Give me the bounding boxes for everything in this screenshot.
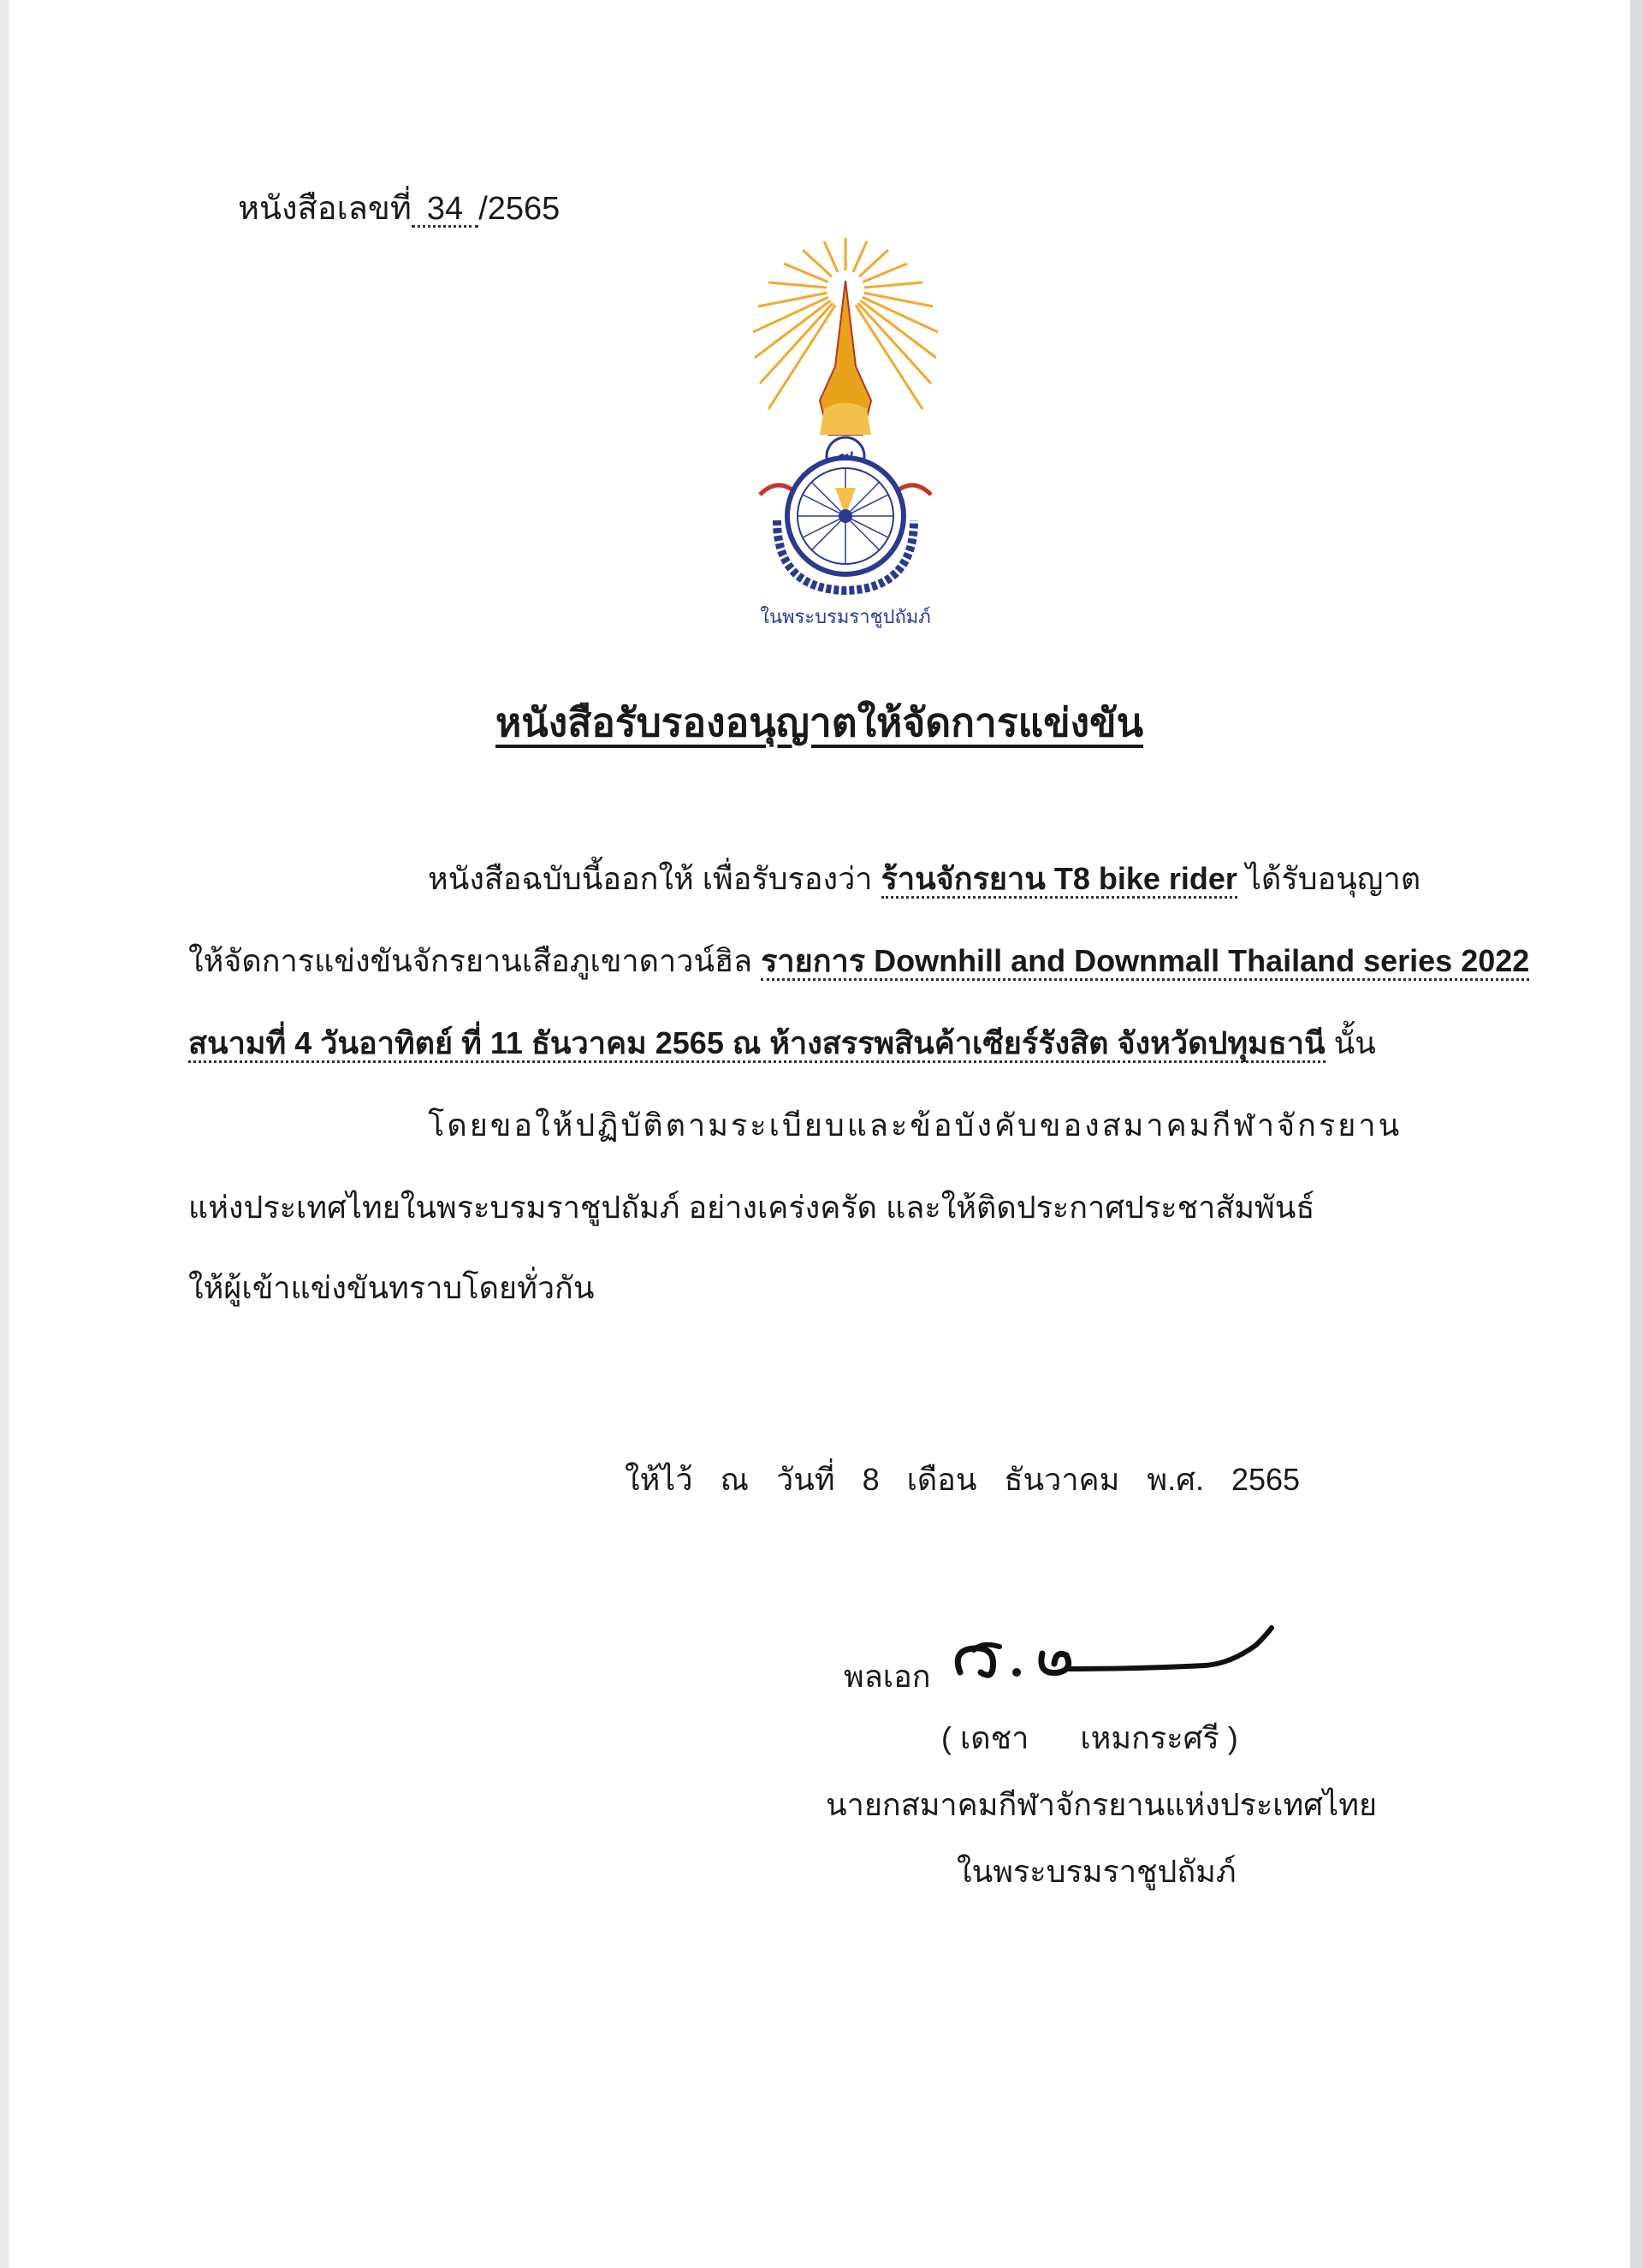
signer-position-patronage: ในพระบรมราชูปถัมภ์ xyxy=(957,1854,1237,1889)
body-line-2 xyxy=(188,936,1530,985)
event-name: รายการ Downhill and Downmall Thailand series 2022 xyxy=(761,943,1529,981)
document-number-value: 34 xyxy=(412,193,478,228)
svg-text:ในพระบรมราชูปถัมภ์: ในพระบรมราชูปถัมภ์ xyxy=(760,607,931,628)
body-line-1 xyxy=(428,854,1643,903)
body-line-1-end: ได้รับอนุญาต xyxy=(1237,861,1421,896)
signer-position: นายกสมาคมกีฬาจักรยานแห่งประเทศไทย xyxy=(826,1787,1378,1822)
body-line-4: โดยขอให้ปฏิบัติตามระเบียบและข้อบังคับของสมาคมกีฬาจักรยาน xyxy=(428,1107,1403,1143)
association-logo-icon xyxy=(743,238,948,632)
signer-name: ( เดชา เหมกระศรี ) xyxy=(941,1720,1238,1755)
document-number-year: /2565 xyxy=(478,191,561,227)
venue-date: สนามที่ 4 วันอาทิตย์ ที่ 11 ธันวาคม 2565 ณ ห้างสรรพสินค้าเซียร์รังสิต จังหวัดปทุมธานี xyxy=(188,1025,1326,1063)
body-line-5: แห่งประเทศไทยในพระบรมราชูปถัมภ์ อย่างเคร่งครัด และให้ติดประกาศประชาสัมพันธ์ xyxy=(188,1190,1315,1225)
handwritten-signature xyxy=(948,1616,1290,1693)
body-line-6: ให้ผู้เข้าแข่งขันทราบโดยทั่วกัน xyxy=(188,1270,595,1305)
body-line-3 xyxy=(188,1018,1493,1067)
document-number xyxy=(238,181,560,234)
body-line-1-text: หนังสือฉบับนี้ออกให้ เพื่อรับรองว่า xyxy=(428,861,881,896)
issue-date: ให้ไว้ ณ วันที่ 8 เดือน ธันวาคม พ.ศ. 2565 xyxy=(625,1462,1301,1497)
body-line-3-end: นั้น xyxy=(1325,1025,1376,1060)
document-title: หนังสือรับรองอนุญาตให้จัดการแข่งขัน xyxy=(495,700,1144,745)
document-number-label: หนังสือเลขที่ xyxy=(238,191,412,227)
page-edge xyxy=(1630,0,1643,2268)
signer-rank: พลเอก xyxy=(844,1659,931,1694)
shop-name: ร้านจักรยาน T8 bike rider xyxy=(881,861,1237,899)
body-line-2-text: ให้จัดการแข่งขันจักรยานเสือภูเขาดาวน์ฮิล xyxy=(188,943,762,978)
document-page xyxy=(9,0,1630,2268)
